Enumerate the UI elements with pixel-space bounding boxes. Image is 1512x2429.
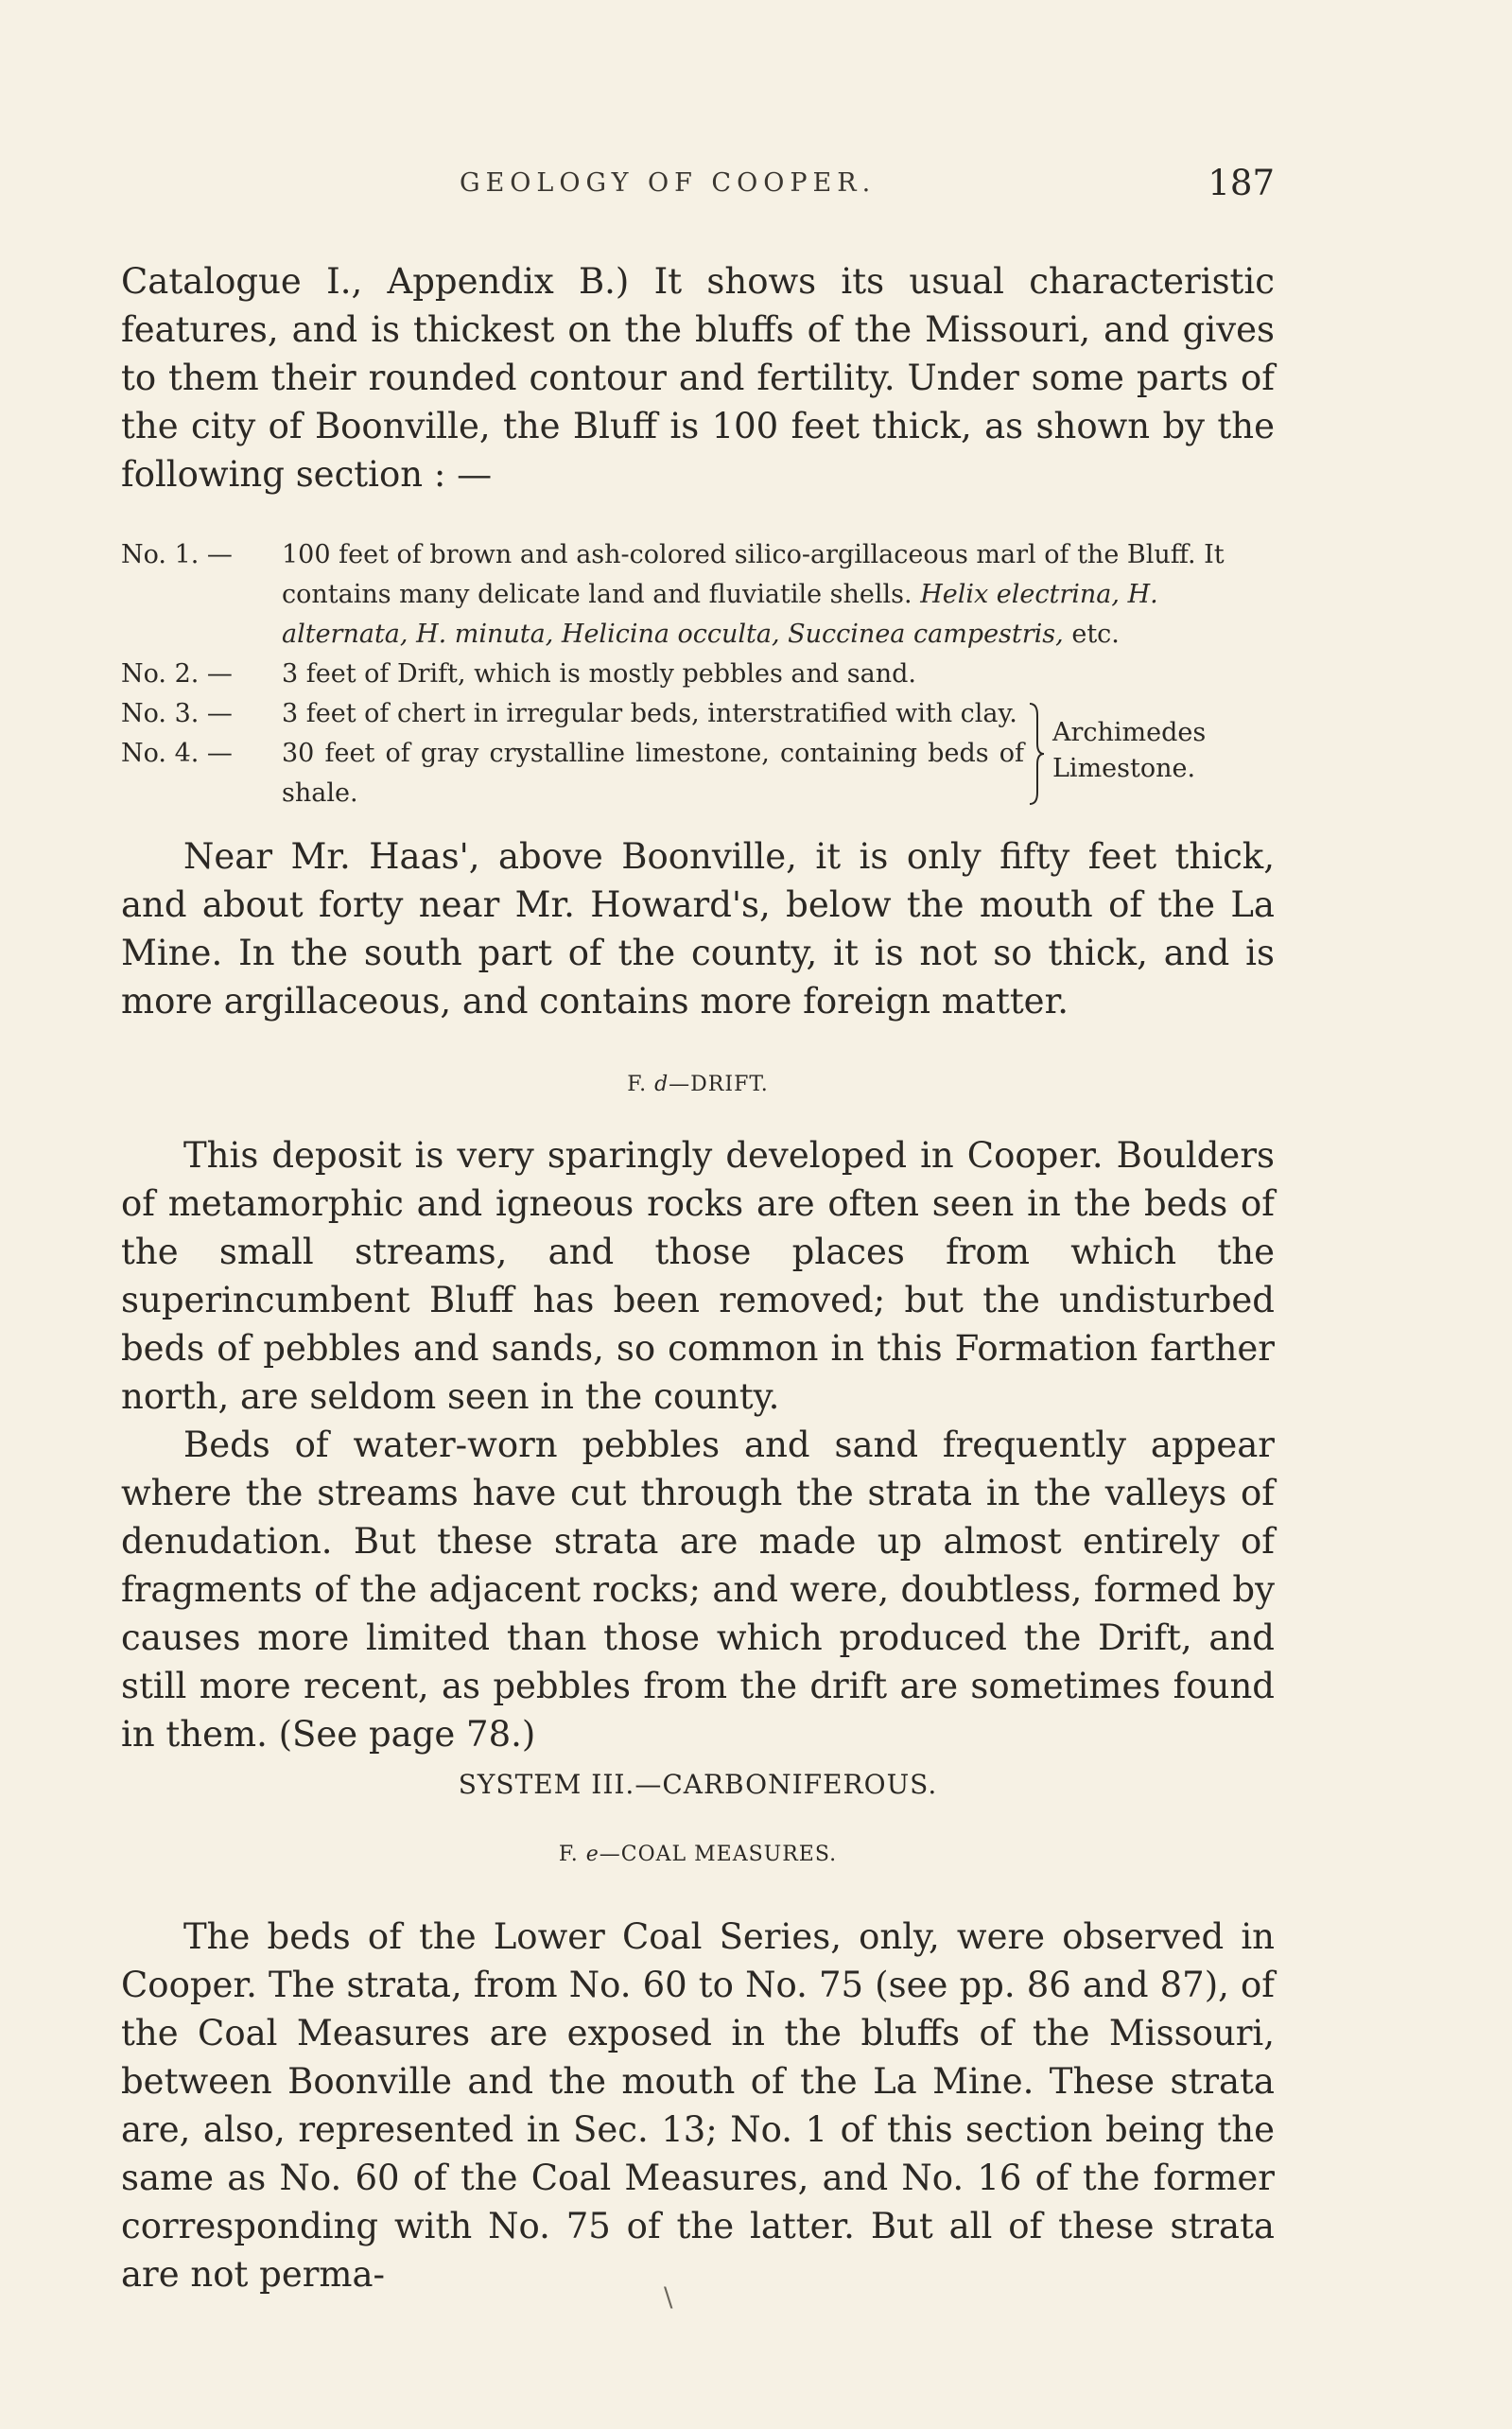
running-title: GEOLOGY OF COOPER. (460, 168, 877, 198)
entry-label: No. 4. — (121, 739, 233, 768)
drift-paragraph-2: Beds of water-worn pebbles and sand frequently appear where the streams have cut through the strata in the valleys of denudation. But these strata are made up almost entirely of fragments of the adjacent rocks; and were, doubtless, formed by causes more limited than those which produced the Drift, and still more recent, as pebbles from the drift are sometimes found in them. (See page 78.) (121, 1424, 1275, 1755)
entry-text: 30 feet of gray crystalline limestone, containing beds of shale. (282, 739, 1024, 808)
coal-paragraph-block (121, 1913, 1275, 2298)
entry-1-description: 100 feet of brown and ash-colored silico-argillaceous marl of the Bluff. It contains many delicate land and fluviatile shells. (282, 540, 1225, 609)
drift-paragraph-1: This deposit is very sparingly developed in Cooper. Boulders of metamorphic and igneous rocks are often seen in the beds of the small streams, and those places from which the superincumbent Bluff has been removed; but the undisturbed beds of pebbles and sands, so common in this Formation farther north, are seldom seen in the county. (121, 1135, 1275, 1417)
heading-system: SYSTEM III.—CARBONIFEROUS. (458, 1769, 938, 1800)
heading-drift-prefix: F. (627, 1073, 648, 1096)
coal-paragraph: The beds of the Lower Coal Series, only, were observed in Cooper. The strata, from No. 60 to No. 75 (see pp. 86 and 87), of the Coal Measures are exposed in the bluffs of the Missouri, between Boonville and the mouth of the La Mine. These strata are, also, represented in Sec. 13; No. 1 of this section being the same as No. 60 of the Coal Measures, and No. 16 of the former corresponding with No. 75 of the latter. But all of these strata are not perma- (121, 1916, 1275, 2295)
entry-label: No. 3. — (121, 699, 233, 728)
drift-paragraphs-block (121, 1131, 1275, 1758)
entry-label: No. 2. — (121, 659, 233, 689)
bracket-label (1052, 715, 1206, 787)
section-entry-4 (121, 734, 1024, 813)
heading-drift (121, 1073, 1275, 1096)
heading-coal-letter: e (585, 1843, 600, 1866)
bracket-label-line2: Limestone. (1052, 754, 1196, 783)
archimedes-limestone-group (121, 694, 1275, 813)
brace-icon (1026, 702, 1045, 806)
section-entry-1 (121, 535, 1275, 655)
heading-drift-title: —DRIFT. (669, 1073, 769, 1096)
page-header (121, 163, 1275, 219)
bluff-section-list (121, 535, 1275, 813)
stray-mark: \ (664, 2281, 673, 2313)
heading-drift-letter: d (654, 1073, 669, 1096)
section-entry-3 (121, 694, 1024, 734)
entry-text: 3 feet of Drift, which is mostly pebbles and sand. (282, 659, 916, 689)
page-number: 187 (1208, 163, 1275, 203)
species-list: Helix electrina, H. alternata, H. minuta, Helicina occulta, Succinea campestris, (282, 580, 1158, 649)
heading-coal-prefix: F. (558, 1843, 579, 1866)
haas-paragraph: Near Mr. Haas', above Boonville, it is only fifty feet thick, and about forty near Mr. Howard's, below the mouth of the La Mine. In the south part of the county, it is not so thick, and is more argillaceous, and contains more foreign matter. (121, 836, 1275, 1022)
entry-text (121, 535, 1275, 655)
intro-paragraph-block (121, 257, 1275, 498)
entry-label: No. 1. — (121, 540, 233, 569)
intro-paragraph: Catalogue I., Appendix B.) It shows its usual characteristic features, and is thickest on the bluffs of the Missouri, and gives to them their rounded contour and fertility. Under some parts of the city of Boonville, the Bluff is 100 feet thick, as shown by the following section : — (121, 261, 1275, 495)
section-entry-2 (121, 655, 1275, 694)
haas-paragraph-block (121, 832, 1275, 1025)
bracket-label-line1: Archimedes (1052, 718, 1207, 747)
heading-coal-title: —COAL MEASURES. (599, 1843, 838, 1866)
heading-coal-measures (121, 1843, 1275, 1866)
entry-text: 3 feet of chert in irregular beds, interstratified with clay. (282, 699, 1017, 728)
entry-1-tail: etc. (1071, 620, 1120, 649)
